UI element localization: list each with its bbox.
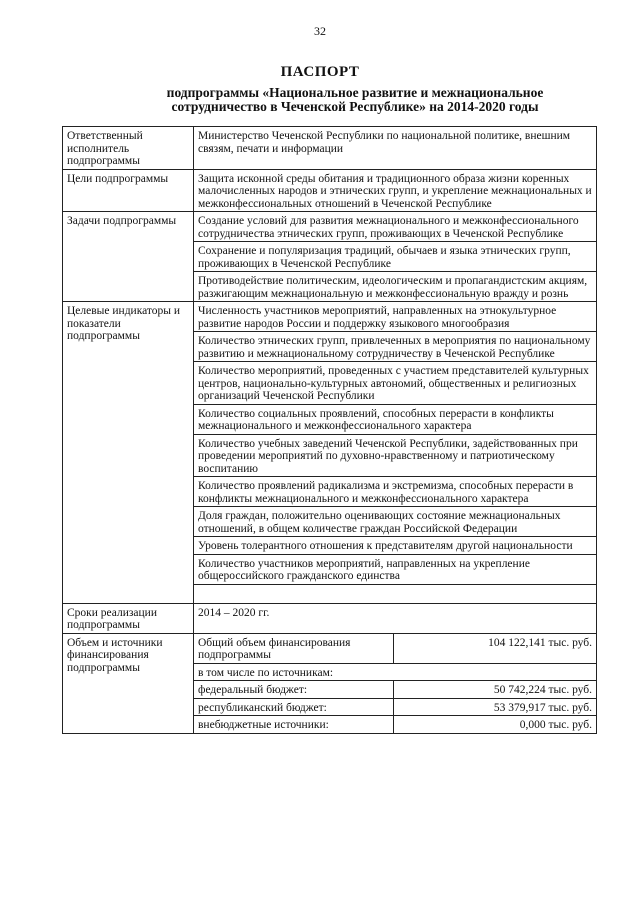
goals-row (63, 169, 597, 212)
executor-value: Министерство Чеченской Республики по национальной политике, внешним связям, печати и информации (194, 127, 597, 170)
goals-value: Защита исконной среды обитания и традиционного образа жизни коренных малочисленных народов и этнических групп, и укрепление межнациональных и межконфессиональных отношений в Чеченской Республике (194, 169, 597, 212)
executor-row (63, 127, 597, 170)
period-label: Сроки реализации подпрограммы (63, 603, 194, 633)
funding-sources-label: в том числе по источникам: (194, 663, 597, 681)
task-item: Создание условий для развития межнационального и межконфессионального сотрудничества этнических групп, проживающих в Чеченской Республике (194, 212, 597, 242)
task-item: Сохранение и популяризация традиций, обычаев и языка этнических групп, проживающих в Чеченской Республике (194, 242, 597, 272)
indicator-item: Количество этнических групп, привлеченных в мероприятия по национальному развитию и межнациональному сотрудничеству в Чеченской Республике (194, 332, 597, 362)
period-row (63, 603, 597, 633)
funding-label: Объем и источники финансирования подпрограммы (63, 633, 194, 733)
indicator-item: Доля граждан, положительно оценивающих состояние межнациональных отношений, в общем количестве граждан Российской Федерации (194, 507, 597, 537)
indicator-item: Количество участников мероприятий, направленных на укрепление общероссийского гражданского единства (194, 554, 597, 584)
executor-label: Ответственный исполнитель подпрограммы (63, 127, 194, 170)
indicator-item: Численность участников мероприятий, направленных на этнокультурное развитие народов России и поддержку языкового многообразия (194, 302, 597, 332)
period-value: 2014 – 2020 гг. (194, 603, 597, 633)
funding-source-name: республиканский бюджет: (194, 698, 394, 716)
document-title: ПАСПОРТ (280, 64, 360, 80)
tasks-label: Задачи подпрограммы (63, 212, 194, 302)
indicators-row (63, 302, 597, 332)
tasks-row (63, 212, 597, 242)
document-subtitle: подпрограммы «Национальное развитие и межнациональное сотрудничество в Чеченской Республике» на 2014-2020 годы (166, 85, 544, 114)
funding-row (63, 633, 597, 663)
indicator-empty-cell (194, 584, 597, 603)
funding-source-name: внебюджетные источники: (194, 716, 394, 734)
indicators-label: Целевые индикаторы и показатели подпрограммы (63, 302, 194, 604)
goals-label: Цели подпрограммы (63, 169, 194, 212)
indicator-item: Количество учебных заведений Чеченской Республики, задействованных при проведении мероприятий по духовно-нравственному и патриотическому воспитанию (194, 434, 597, 477)
indicator-item: Уровень толерантного отношения к представителям другой национальности (194, 537, 597, 555)
funding-source-name: федеральный бюджет: (194, 681, 394, 699)
passport-table (62, 126, 597, 734)
indicator-item: Количество мероприятий, проведенных с участием представителей культурных центров, национально-культурных автономий, общественных и религиозных организаций Чеченской Республики (194, 362, 597, 405)
task-item: Противодействие политическим, идеологическим и пропагандистским акциям, разжигающим межнациональную и межконфессиональную вражду и рознь (194, 272, 597, 302)
funding-total-label: Общий объем финансирования подпрограммы (194, 633, 394, 663)
funding-source-value: 0,000 тыс. руб. (394, 716, 597, 734)
funding-source-value: 53 379,917 тыс. руб. (394, 698, 597, 716)
funding-total-value: 104 122,141 тыс. руб. (394, 633, 597, 663)
funding-source-value: 50 742,224 тыс. руб. (394, 681, 597, 699)
page-number: 32 (314, 24, 326, 38)
indicator-item: Количество социальных проявлений, способных перерасти в конфликты межнационального и межконфессионального характера (194, 404, 597, 434)
indicator-item: Количество проявлений радикализма и экстремизма, способных перерасти в конфликты межнационального и межконфессионального характера (194, 477, 597, 507)
